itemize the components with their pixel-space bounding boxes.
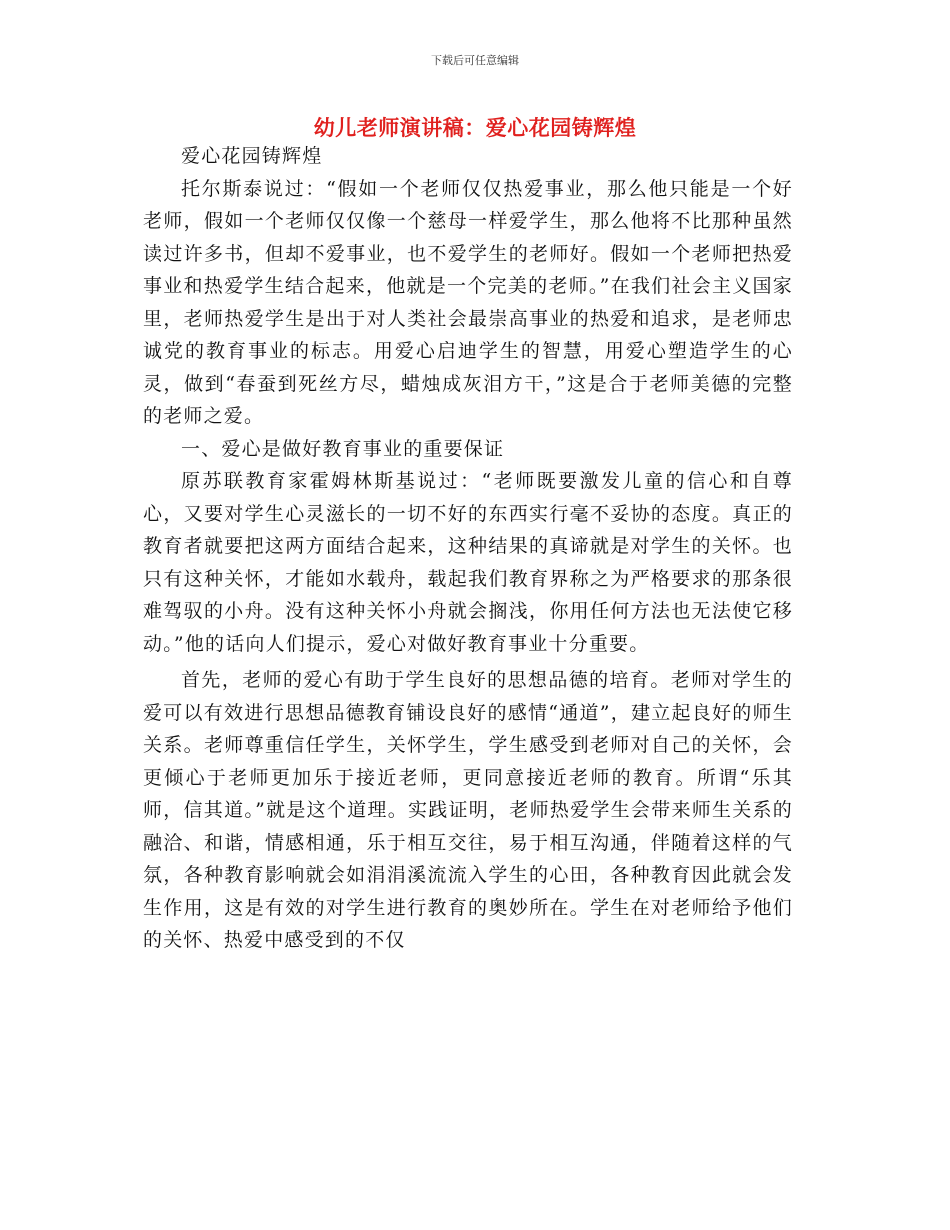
paragraph-sukhomlinsky-quote: 原苏联教育家霍姆林斯基说过：“老师既要激发儿童的信心和自尊心，又要对学生心灵滋长的一切不好的东西实行毫不妥协的态度。真正的教育者就要把这两方面结合起来，这种结果的真谛就是对学生的关怀。也只有这种关怀，才能如水载舟，载起我们教育界称之为严格要求的那条很难驾驭的小舟。没有这种关怀小舟就会搁浅，你用任何方法也无法使它移动。”他的话向人们提示，爱心对做好教育事业十分重要。 (143, 470, 793, 655)
paragraph-subtitle: 爱心花园铸辉煌 (181, 145, 323, 167)
paragraph-tolstoy-quote: 托尔斯泰说过：“假如一个老师仅仅热爱事业，那么他只能是一个好老师，假如一个老师仅仅像一个慈母一样爱学生，那么他将不比那种虽然读过许多书，但却不爱事业，也不爱学生的老师好。假如一个老师把热爱事业和热爱学生结合起来，他就是一个完美的老师。”在我们社会主义国家里，老师热爱学生是出于对人类社会最崇高事业的热爱和追求，是老师忠诚党的教育事业的标志。用爱心启迪学生的智慧，用爱心塑造学生的心灵，做到“春蚕到死丝方尽，蜡烛成灰泪方干，”这是合于老师美德的完整的老师之爱。 (143, 177, 793, 427)
page-header-note: 下载后可任意编辑 (431, 54, 519, 67)
section-heading-1: 一、爱心是做好教育事业的重要保证 (181, 437, 505, 460)
paragraph-moral-education: 首先，老师的爱心有助于学生良好的思想品德的培育。老师对学生的爱可以有效进行思想品德教育铺设良好的感情“通道”，建立起良好的师生关系。老师尊重信任学生，关怀学生，学生感受到老师对自己的关怀，会更倾心于老师更加乐于接近老师，更同意接近老师的教育。所谓“乐其师，信其道。”就是这个道理。实践证明，老师热爱学生会带来师生关系的融洽、和谐，情感相通，乐于相互交往，易于相互沟通，伴随着这样的气氛，各种教育影响就会如涓涓溪流流入学生的心田，各种教育因此就会发生作用，这是有效的对学生进行教育的奥妙所在。学生在对老师给予他们的关怀、热爱中感受到的不仅 (143, 669, 793, 951)
document-title: 幼儿老师演讲稿：爱心花园铸辉煌 (313, 115, 637, 140)
document-body (143, 140, 793, 957)
